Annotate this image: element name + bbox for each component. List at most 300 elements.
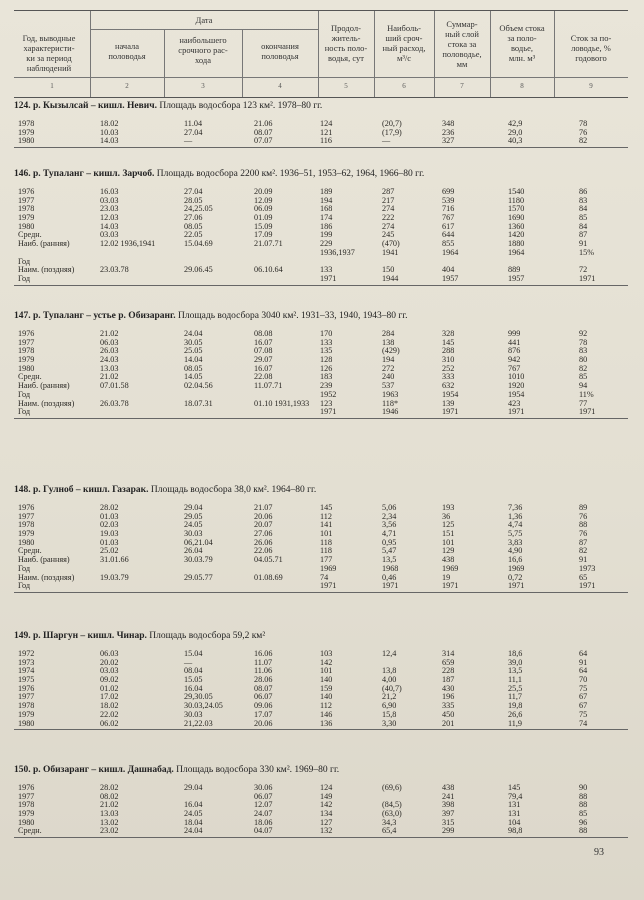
table-cell: 91 [579, 657, 588, 667]
table-cell: 133 [320, 265, 333, 275]
table-cell: 4,90 [508, 546, 523, 556]
header-runoff-volume: Объем стока за поло- водье, млн. м³ [499, 23, 545, 63]
table-cell: 133 [320, 337, 333, 347]
table-cell: 194 [320, 195, 333, 205]
table-cell: 1980 [18, 817, 35, 827]
table-cell: 18.02 [100, 701, 119, 711]
table-cell: — [184, 136, 193, 146]
table-cell: 134 [320, 809, 333, 819]
table-cell: 16,6 [508, 555, 523, 565]
table-cell: 1977 [18, 692, 35, 702]
table-cell: 1690 [508, 213, 525, 223]
table-cell: 18.04 [184, 817, 203, 827]
table-cell: 539 [442, 195, 455, 205]
table-cell: 333 [442, 372, 455, 382]
table-cell: 1010 [508, 372, 525, 382]
table-cell: 1977 [18, 337, 35, 347]
table-cell: 1978 [18, 520, 35, 530]
table-cell: 39,0 [508, 657, 523, 667]
station-title [14, 100, 628, 112]
station-river: р. Кызылсай – кишл. Невич. [33, 101, 157, 111]
table-cell: 19.03 [100, 529, 119, 539]
table-cell: 30.05 [184, 337, 203, 347]
station-section [14, 100, 628, 149]
table-cell: 12.03 [100, 213, 119, 223]
table-cell: Год [18, 273, 31, 283]
table-cell: 27.04 [184, 187, 203, 196]
table-cell: 82 [579, 546, 588, 556]
table-cell: 02.04.56 [184, 381, 213, 391]
header-year: Год, выводные характеристи- ки за период наблюдений [22, 33, 76, 73]
table-cell: 423 [508, 398, 521, 408]
table-cell: 11.07 [254, 657, 273, 667]
table-cell: 07.07 [254, 136, 273, 146]
table-cell: 131 [508, 800, 521, 810]
table-cell: 88 [579, 800, 588, 810]
table-cell: 29.04 [184, 503, 203, 512]
table-cell: 328 [442, 329, 455, 338]
table-cell: 01.08.69 [254, 572, 283, 582]
table-cell: 1180 [508, 195, 525, 205]
table-row [14, 275, 628, 284]
table-cell: 138 [382, 337, 395, 347]
table-cell: 1979 [18, 355, 35, 365]
table-cell: 72 [579, 265, 588, 275]
station-info: Площадь водосбора 330 км². 1969–80 гг. [176, 765, 340, 775]
table-cell: 767 [442, 213, 455, 223]
table-cell: 123 [320, 398, 333, 408]
table-cell: 25.02 [100, 546, 119, 556]
table-cell: 88 [579, 826, 588, 836]
table-cell: 299 [442, 826, 455, 836]
table-cell: 13.03 [100, 809, 119, 819]
table-cell: 1971 [442, 407, 459, 417]
table-cell: 104 [508, 817, 521, 827]
table-cell: 5,75 [508, 529, 523, 539]
table-cell: 87 [579, 230, 588, 240]
table-cell: 240 [382, 372, 395, 382]
table-cell: 65 [579, 572, 588, 582]
station-title [14, 484, 628, 496]
table-cell: 26,6 [508, 709, 523, 719]
table-cell: 1964 [508, 247, 525, 257]
table-cell: 145 [320, 503, 333, 512]
table-cell: 92 [579, 329, 588, 338]
table-cell: 14.03 [100, 136, 119, 146]
table-cell: 23.03.78 [100, 265, 129, 275]
station-section [14, 484, 628, 594]
table-cell: (84,5) [382, 800, 402, 810]
table-cell: 112 [320, 511, 332, 521]
table-cell: 1971 [508, 581, 525, 591]
table-cell: 16.04 [184, 800, 203, 810]
table-cell: 1920 [508, 381, 525, 391]
table-cell: 139 [442, 398, 455, 408]
table-cell: 659 [442, 657, 455, 667]
table-cell: 140 [320, 692, 333, 702]
table-cell: 21.02 [100, 329, 119, 338]
station-info: Площадь водосбора 59,2 км² [149, 631, 266, 641]
table-cell: 1957 [442, 273, 459, 283]
table-cell: 1957 [508, 273, 525, 283]
table-cell: 03.03 [100, 666, 119, 676]
table-cell: 1,36 [508, 511, 523, 521]
header-date-group: Дата [195, 15, 213, 25]
table-cell: 1979 [18, 809, 35, 819]
table-cell: 28.06 [254, 675, 273, 685]
table-cell: 287 [382, 187, 395, 196]
table-cell: Средн. [18, 826, 42, 836]
table-cell: 876 [508, 346, 521, 356]
table-cell: 1969 [508, 563, 525, 573]
table-cell: 767 [508, 363, 521, 373]
table-cell: 08.05 [184, 363, 203, 373]
table-cell: 04.05.71 [254, 555, 283, 565]
table-cell: 64 [579, 649, 588, 658]
table-cell: 24.04 [184, 826, 203, 836]
table-cell: 84 [579, 204, 588, 214]
table-cell: 1971 [579, 273, 596, 283]
table-cell: 08.08 [254, 329, 273, 338]
header-num-6: 6 [402, 82, 406, 90]
table-cell: 999 [508, 329, 521, 338]
table-cell: 315 [442, 817, 455, 827]
table-cell: Наиб. (ранняя) [18, 555, 70, 565]
table-cell: 75 [579, 709, 588, 719]
table-cell: 1570 [508, 204, 525, 214]
table-cell: 13.03 [100, 363, 119, 373]
table-cell: 1980 [18, 136, 35, 146]
table-cell: 01.03 [100, 537, 119, 547]
table-cell: 74 [320, 572, 329, 582]
header-max-discharge: Наиболь- ший сроч- ный расход, м³/с [382, 23, 426, 63]
table-cell: 89 [579, 503, 588, 512]
table-cell: 07.08 [254, 346, 273, 356]
table-cell: 06.03 [100, 337, 119, 347]
table-cell: 78 [579, 119, 588, 128]
table-cell: 1968 [382, 563, 399, 573]
table-cell: 26.04 [184, 546, 203, 556]
table-cell: 3,83 [508, 537, 523, 547]
table-cell: 1971 [579, 407, 596, 417]
table-cell: 20.07 [254, 520, 273, 530]
table-cell: 14.03 [100, 221, 119, 231]
table-cell: 1976 [18, 329, 35, 338]
table-cell: 84 [579, 221, 588, 231]
table-cell: 21.02 [100, 372, 119, 382]
header-num-1: 1 [50, 82, 54, 90]
table-cell: 01.09 [254, 213, 273, 223]
table-cell: 12.09 [254, 195, 273, 205]
table-cell: 67 [579, 692, 588, 702]
table-cell: Год [18, 563, 31, 573]
table-cell: 24.03 [100, 355, 119, 365]
table-cell: 06.07 [254, 692, 273, 702]
table-cell: 1964 [442, 247, 459, 257]
table-cell: 4,00 [382, 675, 397, 685]
table-cell: 18.02 [100, 119, 119, 128]
table-cell: 274 [382, 221, 395, 231]
table-cell: 18,6 [508, 649, 523, 658]
table-cell: 1963 [382, 389, 399, 399]
table-cell: 118 [320, 537, 332, 547]
header-num-7: 7 [460, 82, 464, 90]
table-cell: 25.05 [184, 346, 203, 356]
table-cell: 1976 [18, 187, 35, 196]
table-cell: 28.05 [184, 195, 203, 205]
table-cell: 1973 [579, 563, 596, 573]
table-cell: 199 [320, 230, 333, 240]
table-cell: 1936,1937 [320, 247, 355, 257]
table-cell: 404 [442, 265, 455, 275]
header-num-9: 9 [589, 82, 593, 90]
table-cell: 17.07 [254, 709, 273, 719]
table-cell: 36 [442, 511, 451, 521]
table-cell: 15.04.69 [184, 239, 213, 249]
table-cell: 21,22.03 [184, 718, 213, 728]
table-cell: 30.03.79 [184, 555, 213, 565]
table-cell: 4,74 [508, 520, 523, 530]
table-row [14, 582, 628, 591]
table-cell: 142 [320, 657, 333, 667]
table-cell: 124 [320, 119, 333, 128]
table-cell: 88 [579, 520, 588, 530]
table-cell: 450 [442, 709, 455, 719]
table-cell: 21.07 [254, 503, 273, 512]
table-cell: Средн. [18, 372, 42, 382]
station-river: р. Обизаранг – кишл. Дашнабад. [33, 765, 174, 775]
table-cell: 76 [579, 511, 588, 521]
table-cell: 19.03.79 [100, 572, 129, 582]
table-cell: 01.10 1931,1933 [254, 398, 310, 408]
table-cell: 03.03 [100, 195, 119, 205]
station-section [14, 764, 628, 839]
table-cell: 23.02 [100, 826, 119, 836]
table-cell: 150 [382, 265, 395, 275]
table-cell: 335 [442, 701, 455, 711]
table-cell: 118* [382, 398, 399, 408]
table-cell: 116 [320, 136, 332, 146]
table-cell: 20.06 [254, 718, 273, 728]
section-divider [14, 729, 628, 730]
table-cell: 08.07 [254, 127, 273, 137]
table-cell: 1980 [18, 718, 35, 728]
table-cell: 15.04 [184, 649, 203, 658]
table-cell: 01.02 [100, 683, 119, 693]
table-cell: 17.02 [100, 692, 119, 702]
table-cell: 24.05 [184, 809, 203, 819]
table-cell: 140 [320, 675, 333, 685]
table-cell: 1977 [18, 511, 35, 521]
table-cell: 24.07 [254, 809, 273, 819]
table-cell: 11.06 [254, 666, 273, 676]
table-cell: 136 [320, 718, 333, 728]
header-num-8: 8 [520, 82, 524, 90]
table-cell: 1944 [382, 273, 399, 283]
table-cell: 170 [320, 329, 333, 338]
table-header [14, 10, 628, 98]
table-cell: 28.02 [100, 783, 119, 792]
table-cell: 239 [320, 381, 333, 391]
table-cell: 129 [442, 546, 455, 556]
table-cell: 1969 [320, 563, 337, 573]
table-cell: 159 [320, 683, 333, 693]
table-cell: 01.03 [100, 511, 119, 521]
table-cell: 29.07 [254, 355, 273, 365]
table-cell: 217 [382, 195, 395, 205]
table-cell: 7,36 [508, 503, 523, 512]
table-cell: 90 [579, 783, 588, 792]
station-number: 147. [14, 311, 31, 321]
table-cell: 24.05 [184, 520, 203, 530]
station-section [14, 630, 628, 731]
table-cell: 0,46 [382, 572, 397, 582]
table-cell: 70 [579, 675, 588, 685]
table-cell: 34,3 [382, 817, 397, 827]
table-cell: 11.07.71 [254, 381, 283, 391]
table-row [14, 408, 628, 417]
table-cell: 1880 [508, 239, 525, 249]
table-cell: 1979 [18, 127, 35, 137]
table-cell: 21,2 [382, 692, 397, 702]
table-cell: 1977 [18, 791, 35, 801]
station-river: р. Гулноб – кишл. Газарак. [33, 485, 149, 495]
table-cell: 236 [442, 127, 455, 137]
table-cell: 85 [579, 372, 588, 382]
table-cell: — [382, 136, 391, 146]
table-cell: (63,0) [382, 809, 402, 819]
table-cell: 96 [579, 817, 588, 827]
table-cell: 617 [442, 221, 455, 231]
station-river: р. Шаргун – кишл. Чинар. [33, 631, 147, 641]
table-cell: 327 [442, 136, 455, 146]
table-cell: 183 [320, 372, 333, 382]
table-cell: 1980 [18, 363, 35, 373]
table-cell: 29.05.77 [184, 572, 213, 582]
table-cell: 174 [320, 213, 333, 223]
table-cell: 15,8 [382, 709, 397, 719]
table-cell: 11,1 [508, 675, 523, 685]
table-row [14, 137, 628, 146]
table-cell: 1952 [320, 389, 337, 399]
page-number: 93 [594, 847, 604, 858]
table-cell: 04.07 [254, 826, 273, 836]
table-cell: 29.04 [184, 783, 203, 792]
table-cell: 30.03,24.05 [184, 701, 223, 711]
station-number: 149. [14, 631, 31, 641]
table-cell: 1973 [18, 657, 35, 667]
table-cell: 14.04 [184, 355, 203, 365]
table-cell: 149 [320, 791, 333, 801]
header-runoff-percent: Сток за по- ловодье, % годового [570, 33, 612, 63]
table-cell: 21.02 [100, 800, 119, 810]
table-cell: 0,95 [382, 537, 397, 547]
table-cell: 245 [382, 230, 395, 240]
table-cell: 06.10.64 [254, 265, 283, 275]
table-cell: 142 [320, 800, 333, 810]
station-title [14, 168, 628, 180]
table-cell: 82 [579, 136, 588, 146]
table-cell: 1971 [320, 273, 337, 283]
table-cell: 112 [320, 701, 332, 711]
table-cell: 135 [320, 346, 333, 356]
table-cell: 09.02 [100, 675, 119, 685]
table-cell: (470) [382, 239, 400, 249]
table-cell: 30.03 [184, 709, 203, 719]
table-cell: 1974 [18, 666, 35, 676]
table-cell: 348 [442, 119, 455, 128]
table-cell: 85 [579, 213, 588, 223]
header-num-4: 4 [278, 82, 282, 90]
table-cell: Наим. (поздняя) [18, 572, 75, 582]
table-cell: 131 [508, 809, 521, 819]
table-cell: 1420 [508, 230, 525, 240]
table-cell: 83 [579, 195, 588, 205]
table-cell: 27.04 [184, 127, 203, 137]
table-cell: 10.03 [100, 127, 119, 137]
table-cell: 29,30.05 [184, 692, 213, 702]
table-cell: 17.09 [254, 230, 273, 240]
table-cell: 24.04 [184, 329, 203, 338]
table-cell: 28.02 [100, 503, 119, 512]
table-cell: 12,4 [382, 649, 397, 658]
table-cell: 19,8 [508, 701, 523, 711]
table-cell: 397 [442, 809, 455, 819]
table-cell: 2,34 [382, 511, 397, 521]
table-cell: 76 [579, 127, 588, 137]
table-cell: 103 [320, 649, 333, 658]
table-cell: 77 [579, 398, 588, 408]
table-cell: 06.02 [100, 718, 119, 728]
table-cell: 15% [579, 247, 595, 257]
header-num-5: 5 [344, 82, 348, 90]
table-cell: 1979 [18, 709, 35, 719]
table-cell: 1975 [18, 675, 35, 685]
table-cell: 6,90 [382, 701, 397, 711]
table-cell: 12.07 [254, 800, 273, 810]
table-cell: 1976 [18, 503, 35, 512]
section-divider [14, 285, 628, 286]
table-cell: 186 [320, 221, 333, 231]
table-cell: 06.09 [254, 204, 273, 214]
table-cell: 855 [442, 239, 455, 249]
table-row [14, 720, 628, 729]
table-cell: Год [18, 581, 31, 591]
table-cell: 74 [579, 718, 588, 728]
table-cell: 14.05 [184, 372, 203, 382]
table-cell: 09.06 [254, 701, 273, 711]
table-cell: (20,7) [382, 119, 402, 128]
table-cell: 82 [579, 363, 588, 373]
table-cell: 18.07.31 [184, 398, 213, 408]
table-cell: 632 [442, 381, 455, 391]
table-cell: 284 [382, 329, 395, 338]
table-cell: 101 [442, 537, 455, 547]
table-cell: 67 [579, 701, 588, 711]
header-num-2: 2 [125, 82, 129, 90]
section-divider [14, 837, 628, 838]
table-cell: 42,9 [508, 119, 523, 128]
section-divider [14, 418, 628, 419]
table-cell: 699 [442, 187, 455, 196]
table-cell: 132 [320, 826, 333, 836]
table-cell: 98,8 [508, 826, 523, 836]
table-cell: 288 [442, 346, 455, 356]
table-cell: 187 [442, 675, 455, 685]
table-cell: 87 [579, 537, 588, 547]
station-info: Площадь водосбора 38,0 км². 1964–80 гг. [150, 485, 317, 495]
table-cell: 23.03 [100, 204, 119, 214]
